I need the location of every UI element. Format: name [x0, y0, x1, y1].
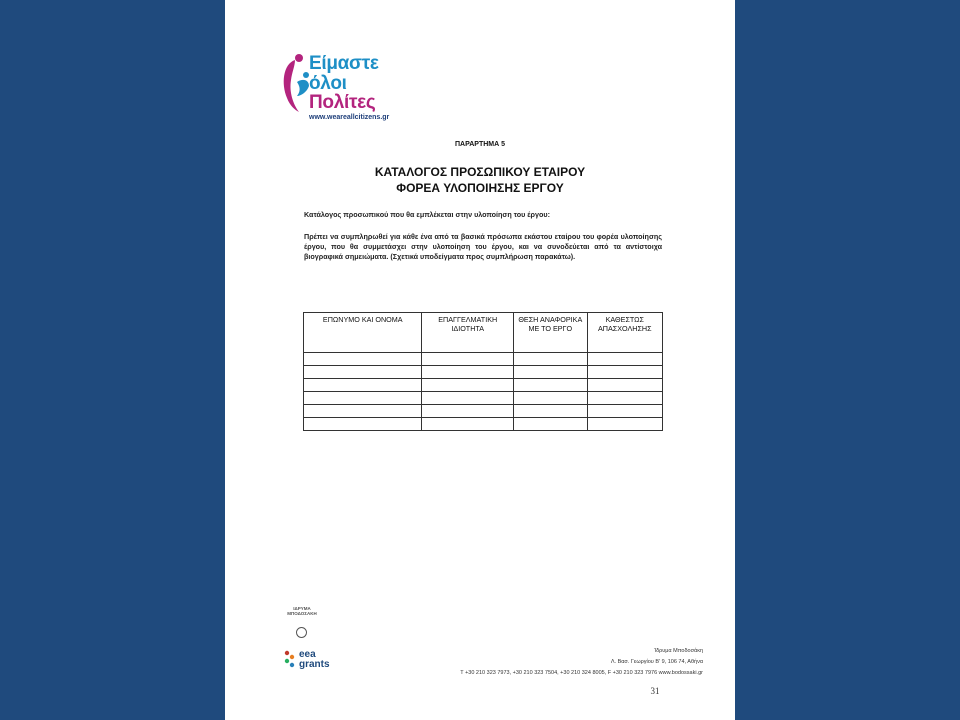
- eea-text-line1: eea: [299, 649, 316, 660]
- annex-label: ΠΑΡΑΡΤΗΜΑ 5: [454, 141, 506, 148]
- staff-table: [303, 312, 663, 431]
- contact-phones: T +30 210 323 7973, +30 210 323 7504, +30 210 324 8005, F +30 210 323 7976 www.bodossaki.gr: [460, 670, 703, 676]
- logo-text-line2: όλοι: [309, 73, 347, 94]
- document-title: [225, 164, 735, 196]
- table-cell: [304, 418, 422, 431]
- table-cell: [422, 366, 514, 379]
- eea-grants-icon: [283, 648, 297, 670]
- table-cell: [422, 353, 514, 366]
- table-row: [304, 379, 663, 392]
- table-cell: [304, 379, 422, 392]
- table-cell: [587, 405, 662, 418]
- table-cell: [514, 379, 588, 392]
- logo-url: www.weareallcitizens.gr: [309, 114, 390, 121]
- header-employment-status: ΚΑΘΕΣΤΩΣ ΑΠΑΣΧΟΛΗΣΗΣ: [587, 313, 662, 353]
- document-page: [225, 0, 735, 720]
- header-professional-capacity: ΕΠΑΓΓΕΛΜΑΤΙΚΗ ΙΔΙΟΤΗΤΑ: [422, 313, 514, 353]
- foundation-seal-icon: [296, 627, 307, 638]
- table-row: [304, 405, 663, 418]
- table-cell: [587, 392, 662, 405]
- table-cell: [304, 405, 422, 418]
- table-cell: [514, 405, 588, 418]
- eea-text-line2: grants: [299, 659, 330, 670]
- table-cell: [587, 418, 662, 431]
- table-cell: [514, 353, 588, 366]
- footer-contact: [355, 646, 703, 679]
- table-row: [304, 418, 663, 431]
- title-line1: ΚΑΤΑΛΟΓΟΣ ΠΡΟΣΩΠΙΚΟΥ ΕΤΑΙΡΟΥ: [374, 165, 586, 179]
- header-surname-name: ΕΠΩΝΥΜΟ ΚΑΙ ΟΝΟΜΑ: [304, 313, 422, 353]
- instructions-paragraph: Πρέπει να συμπληρωθεί για κάθε ένα από τα βασικά πρόσωπα εκάστου εταίρου του φορέα υλοποίησης έργου, που θα συμμετάσχει στην υλοποίηση του έργου, και να συνοδεύεται από τα αντίστοιχα βιογραφικά σημειώματα. (Σχετικά υποδείγματα προς συμπλήρωση παρακάτω).: [304, 232, 662, 261]
- table-cell: [514, 366, 588, 379]
- table-cell: [422, 379, 514, 392]
- organization-logo: [279, 48, 419, 128]
- table-row: [304, 392, 663, 405]
- table-cell: [514, 392, 588, 405]
- table-cell: [304, 392, 422, 405]
- table-cell: [587, 366, 662, 379]
- table-cell: [422, 392, 514, 405]
- table-cell: [422, 418, 514, 431]
- logo-text-line3: Πολίτες: [309, 92, 376, 113]
- table-cell: [422, 405, 514, 418]
- citizens-figure-icon: [279, 52, 311, 118]
- page-number: 31: [650, 686, 660, 696]
- contact-address: Λ. Βασ. Γεωργίου Β' 9, 106 74, Αθήνα: [610, 659, 703, 665]
- table-cell: [587, 379, 662, 392]
- header-project-position: ΘΕΣΗ ΑΝΑΦΟΡΙΚΑ ΜΕ ΤΟ ΕΡΓΟ: [514, 313, 588, 353]
- intro-text: Κατάλογος προσωπικού που θα εμπλέκεται στην υλοποίηση του έργου:: [304, 210, 550, 219]
- foundation-logo: ΙΔΡΥΜΑ ΜΠΟΔΟΣΑΚΗ: [287, 606, 317, 616]
- table-header-row: [304, 313, 663, 353]
- footer-logos: [283, 606, 343, 682]
- table-row: [304, 353, 663, 366]
- title-line2: ΦΟΡΕΑ ΥΛΟΠΟΙΗΣΗΣ ΕΡΓΟΥ: [396, 181, 564, 195]
- table-cell: [304, 366, 422, 379]
- contact-org: Ίδρυμα Μποδοσάκη: [653, 648, 703, 654]
- table-cell: [587, 353, 662, 366]
- table-cell: [514, 418, 588, 431]
- logo-text-line1: Είμαστε: [309, 53, 379, 74]
- table-cell: [304, 353, 422, 366]
- table-body: [304, 353, 663, 431]
- table-row: [304, 366, 663, 379]
- eea-grants-logo-text: [299, 650, 330, 670]
